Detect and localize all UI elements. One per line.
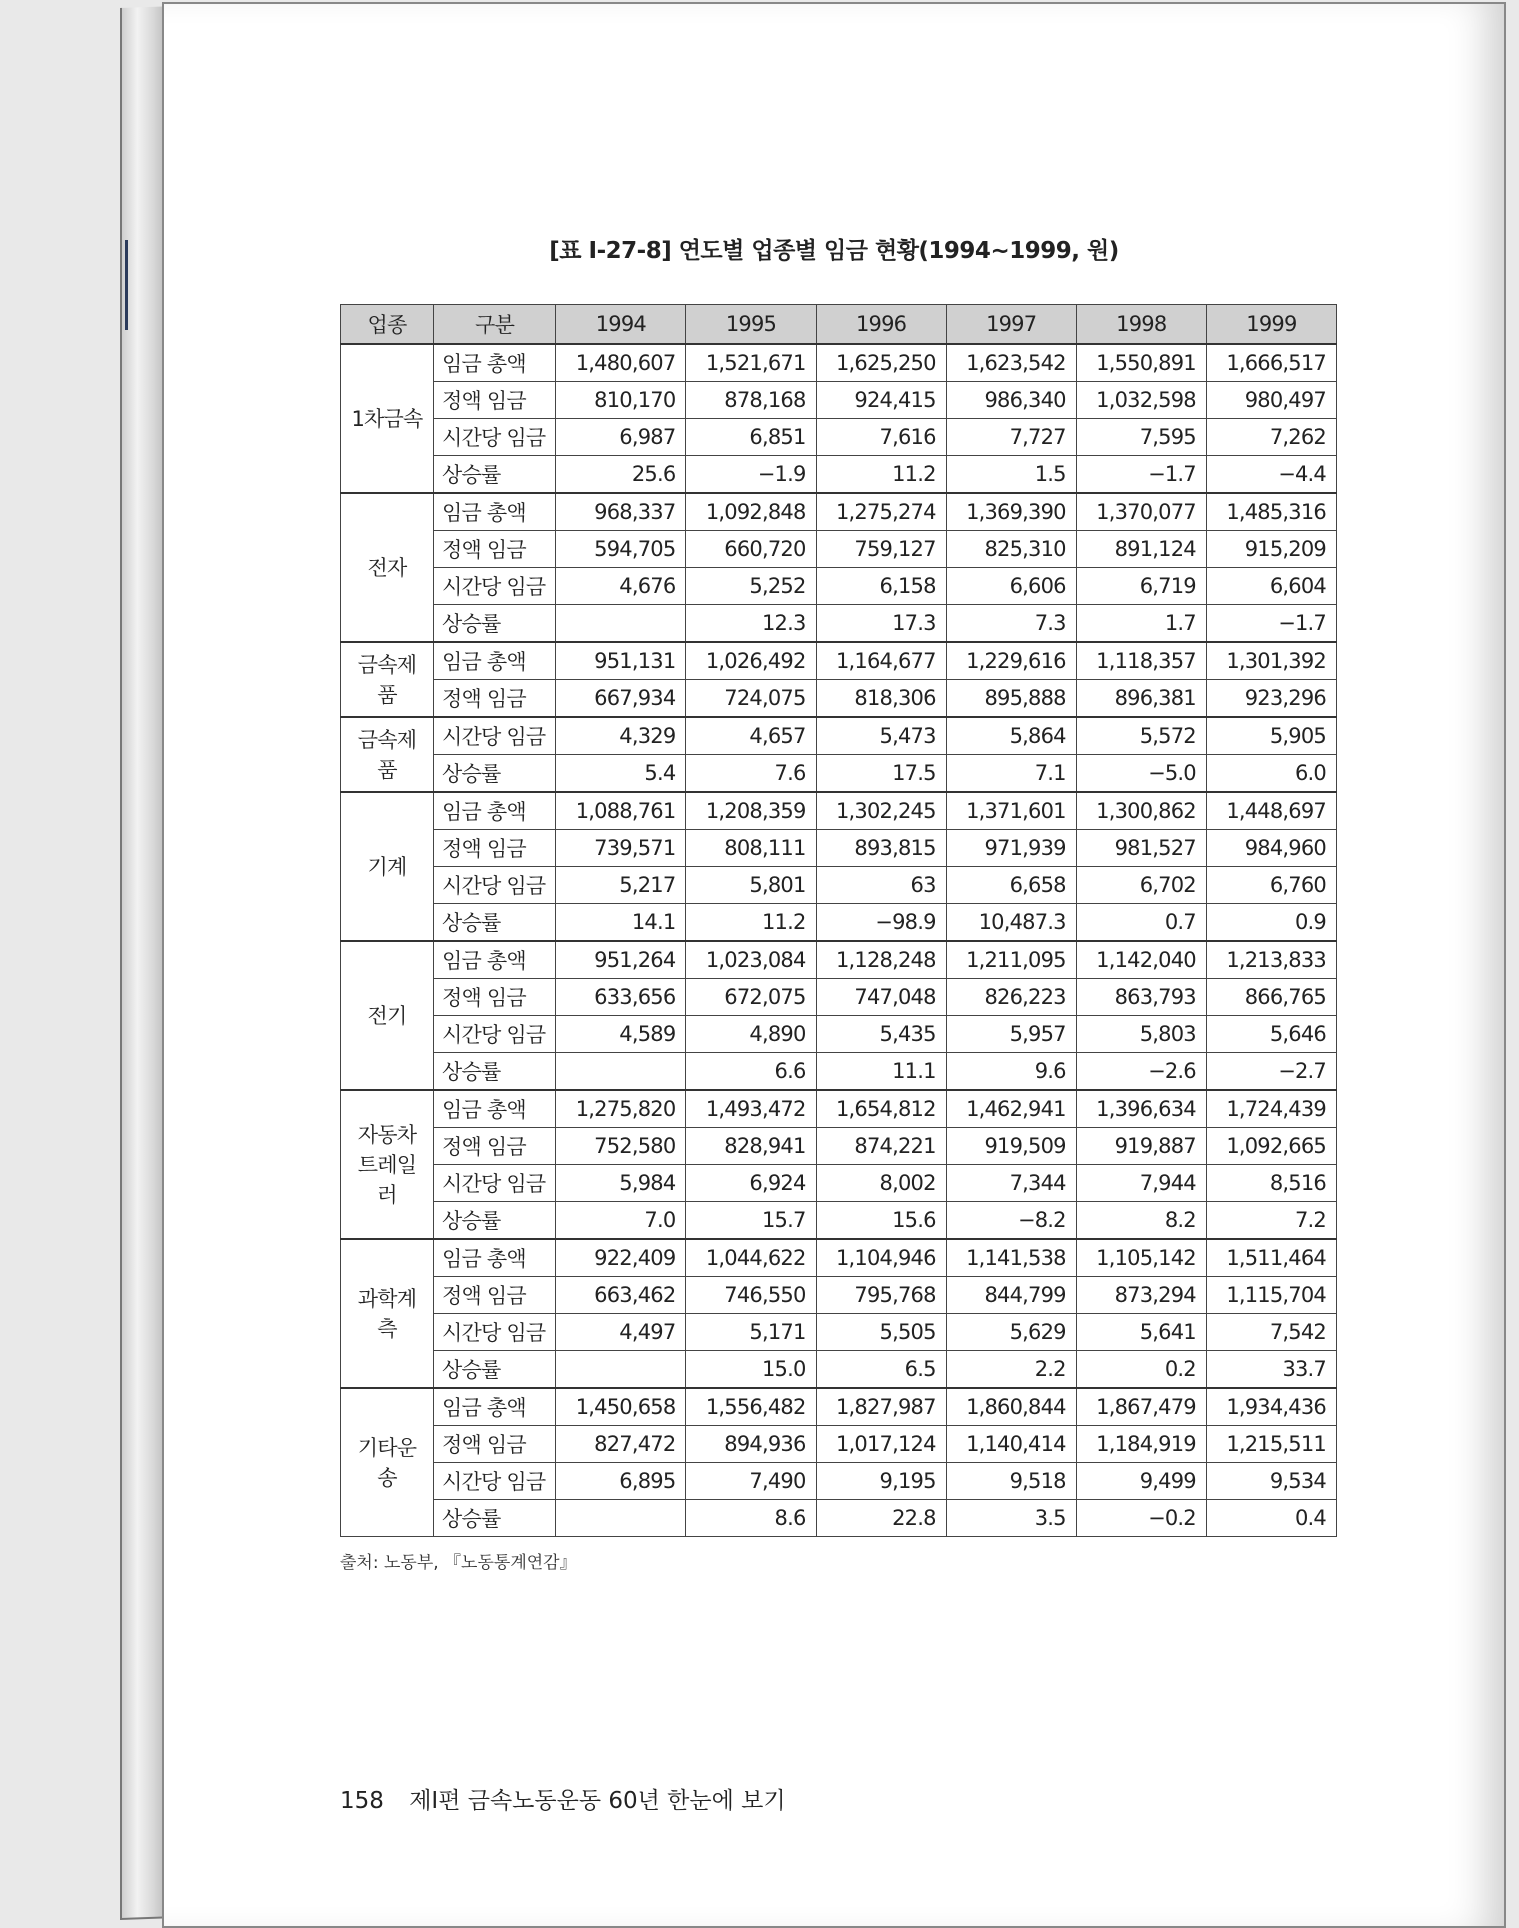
value-cell: 7,616	[816, 419, 946, 456]
category-cell: 정액 임금	[434, 680, 556, 718]
value-cell: 6,158	[816, 568, 946, 605]
value-cell: 986,340	[946, 382, 1076, 419]
category-cell: 임금 총액	[434, 1388, 556, 1426]
value-cell: 8,516	[1206, 1165, 1336, 1202]
value-cell: 866,765	[1206, 979, 1336, 1016]
value-cell: 6,658	[946, 867, 1076, 904]
table-row	[341, 792, 1337, 830]
table-row	[341, 605, 1337, 643]
value-cell: 8.6	[686, 1500, 816, 1537]
table-row	[341, 904, 1337, 942]
value-cell: 63	[816, 867, 946, 904]
value-cell: 633,656	[556, 979, 686, 1016]
value-cell: 0.9	[1206, 904, 1336, 942]
value-cell	[556, 1351, 686, 1389]
category-cell: 상승률	[434, 1351, 556, 1389]
value-cell: 17.5	[816, 755, 946, 793]
value-cell: 810,170	[556, 382, 686, 419]
table-row	[341, 1500, 1337, 1537]
value-cell: 1,371,601	[946, 792, 1076, 830]
value-cell: 1,105,142	[1076, 1239, 1206, 1277]
wage-table	[340, 304, 1337, 1537]
value-cell: 1,044,622	[686, 1239, 816, 1277]
value-cell: 11.1	[816, 1053, 946, 1091]
value-cell: 672,075	[686, 979, 816, 1016]
value-cell: 873,294	[1076, 1277, 1206, 1314]
category-cell: 정액 임금	[434, 1128, 556, 1165]
value-cell: 6,719	[1076, 568, 1206, 605]
value-cell: 5,641	[1076, 1314, 1206, 1351]
category-cell: 시간당 임금	[434, 1463, 556, 1500]
column-header: 1997	[946, 305, 1076, 345]
value-cell: 1.7	[1076, 605, 1206, 643]
value-cell: −0.2	[1076, 1500, 1206, 1537]
value-cell: 1,275,820	[556, 1090, 686, 1128]
value-cell: 4,497	[556, 1314, 686, 1351]
value-cell: 5,435	[816, 1016, 946, 1053]
value-cell: 894,936	[686, 1426, 816, 1463]
value-cell: 5,572	[1076, 717, 1206, 755]
value-cell: 1.5	[946, 456, 1076, 494]
value-cell: 14.1	[556, 904, 686, 942]
value-cell: 22.8	[816, 1500, 946, 1537]
value-cell: 9,534	[1206, 1463, 1336, 1500]
table-row	[341, 382, 1337, 419]
category-cell: 시간당 임금	[434, 1016, 556, 1053]
value-cell: 6,760	[1206, 867, 1336, 904]
value-cell: 1,184,919	[1076, 1426, 1206, 1463]
value-cell: 5,984	[556, 1165, 686, 1202]
value-cell: 746,550	[686, 1277, 816, 1314]
value-cell: 1,450,658	[556, 1388, 686, 1426]
table-row	[341, 867, 1337, 904]
category-cell: 시간당 임금	[434, 717, 556, 755]
column-header: 1996	[816, 305, 946, 345]
value-cell: 1,448,697	[1206, 792, 1336, 830]
column-header: 1998	[1076, 305, 1206, 345]
value-cell: 7.3	[946, 605, 1076, 643]
value-cell: 984,960	[1206, 830, 1336, 867]
value-cell: 1,092,848	[686, 493, 816, 531]
table-row	[341, 1128, 1337, 1165]
value-cell: 4,657	[686, 717, 816, 755]
value-cell: −1.7	[1076, 456, 1206, 494]
value-cell	[556, 605, 686, 643]
value-cell: 1,215,511	[1206, 1426, 1336, 1463]
value-cell	[556, 1500, 686, 1537]
category-cell: 시간당 임금	[434, 568, 556, 605]
value-cell: 1,300,862	[1076, 792, 1206, 830]
category-cell: 상승률	[434, 904, 556, 942]
table-header-row	[341, 305, 1337, 345]
value-cell: 1,026,492	[686, 642, 816, 680]
value-cell	[556, 1053, 686, 1091]
industry-cell: 자동차 트레일러	[341, 1090, 434, 1239]
value-cell: 922,409	[556, 1239, 686, 1277]
value-cell: 5.4	[556, 755, 686, 793]
value-cell: 5,803	[1076, 1016, 1206, 1053]
value-cell: 896,381	[1076, 680, 1206, 718]
value-cell: 11.2	[686, 904, 816, 942]
category-cell: 상승률	[434, 755, 556, 793]
category-cell: 정액 임금	[434, 1277, 556, 1314]
value-cell: 667,934	[556, 680, 686, 718]
value-cell: 7.0	[556, 1202, 686, 1240]
value-cell: 15.0	[686, 1351, 816, 1389]
table-row	[341, 1463, 1337, 1500]
value-cell: 6,702	[1076, 867, 1206, 904]
value-cell: 1,625,250	[816, 344, 946, 382]
value-cell: 7,542	[1206, 1314, 1336, 1351]
table-body	[341, 344, 1337, 1537]
category-cell: 시간당 임금	[434, 1314, 556, 1351]
value-cell: 6,895	[556, 1463, 686, 1500]
industry-cell: 1차금속	[341, 344, 434, 493]
value-cell: 5,957	[946, 1016, 1076, 1053]
value-cell: 6,604	[1206, 568, 1336, 605]
value-cell: 9.6	[946, 1053, 1076, 1091]
table-row	[341, 1239, 1337, 1277]
table-row	[341, 493, 1337, 531]
value-cell: 863,793	[1076, 979, 1206, 1016]
value-cell: 4,890	[686, 1016, 816, 1053]
industry-cell: 기타운송	[341, 1388, 434, 1537]
value-cell: 828,941	[686, 1128, 816, 1165]
value-cell: 1,115,704	[1206, 1277, 1336, 1314]
value-cell: −5.0	[1076, 755, 1206, 793]
value-cell: 1,017,124	[816, 1426, 946, 1463]
category-cell: 상승률	[434, 1202, 556, 1240]
value-cell: 818,306	[816, 680, 946, 718]
source-note: 출처: 노동부, 『노동통계연감』	[340, 1553, 577, 1573]
value-cell: 7.1	[946, 755, 1076, 793]
value-cell: 1,032,598	[1076, 382, 1206, 419]
table-row	[341, 1016, 1337, 1053]
book-page	[162, 2, 1506, 1928]
value-cell: 951,131	[556, 642, 686, 680]
value-cell: 7,344	[946, 1165, 1076, 1202]
value-cell: 6.0	[1206, 755, 1336, 793]
value-cell: 660,720	[686, 531, 816, 568]
value-cell: 1,867,479	[1076, 1388, 1206, 1426]
value-cell: 980,497	[1206, 382, 1336, 419]
value-cell: 752,580	[556, 1128, 686, 1165]
value-cell: 5,217	[556, 867, 686, 904]
value-cell: 1,480,607	[556, 344, 686, 382]
value-cell: 5,252	[686, 568, 816, 605]
value-cell: 4,676	[556, 568, 686, 605]
table-row	[341, 344, 1337, 382]
value-cell: −8.2	[946, 1202, 1076, 1240]
value-cell: 33.7	[1206, 1351, 1336, 1389]
value-cell: −1.9	[686, 456, 816, 494]
table-row	[341, 680, 1337, 718]
value-cell: 6.5	[816, 1351, 946, 1389]
table-row	[341, 419, 1337, 456]
value-cell: 1,142,040	[1076, 941, 1206, 979]
category-cell: 상승률	[434, 1500, 556, 1537]
value-cell: 12.3	[686, 605, 816, 643]
value-cell: 951,264	[556, 941, 686, 979]
value-cell: 6,606	[946, 568, 1076, 605]
table-row	[341, 456, 1337, 494]
value-cell: 594,705	[556, 531, 686, 568]
column-header: 구분	[434, 305, 556, 345]
category-cell: 임금 총액	[434, 941, 556, 979]
industry-cell: 금속제품	[341, 717, 434, 792]
value-cell: 1,229,616	[946, 642, 1076, 680]
category-cell: 정액 임금	[434, 1426, 556, 1463]
value-cell: 891,124	[1076, 531, 1206, 568]
value-cell: 5,905	[1206, 717, 1336, 755]
category-cell: 임금 총액	[434, 642, 556, 680]
page-footer	[340, 1782, 786, 1815]
value-cell: 1,164,677	[816, 642, 946, 680]
value-cell: −98.9	[816, 904, 946, 942]
value-cell: 981,527	[1076, 830, 1206, 867]
table-row	[341, 1053, 1337, 1091]
value-cell: 7,944	[1076, 1165, 1206, 1202]
value-cell: −4.4	[1206, 456, 1336, 494]
value-cell: 7.6	[686, 755, 816, 793]
value-cell: 759,127	[816, 531, 946, 568]
value-cell: 1,140,414	[946, 1426, 1076, 1463]
value-cell: 893,815	[816, 830, 946, 867]
category-cell: 임금 총액	[434, 1090, 556, 1128]
value-cell: 7,262	[1206, 419, 1336, 456]
value-cell: −1.7	[1206, 605, 1336, 643]
value-cell: 1,141,538	[946, 1239, 1076, 1277]
value-cell: 1,213,833	[1206, 941, 1336, 979]
value-cell: 5,629	[946, 1314, 1076, 1351]
value-cell: 1,724,439	[1206, 1090, 1336, 1128]
table-row	[341, 1277, 1337, 1314]
value-cell: 4,589	[556, 1016, 686, 1053]
category-cell: 시간당 임금	[434, 1165, 556, 1202]
category-cell: 상승률	[434, 1053, 556, 1091]
value-cell: 724,075	[686, 680, 816, 718]
spine-bookmark	[125, 240, 128, 330]
value-cell: 1,462,941	[946, 1090, 1076, 1128]
table-row	[341, 1165, 1337, 1202]
value-cell: 7.2	[1206, 1202, 1336, 1240]
value-cell: 9,518	[946, 1463, 1076, 1500]
table-row	[341, 1426, 1337, 1463]
value-cell: 1,104,946	[816, 1239, 946, 1277]
value-cell: 5,801	[686, 867, 816, 904]
table-row	[341, 568, 1337, 605]
column-header: 1995	[686, 305, 816, 345]
value-cell: 1,521,671	[686, 344, 816, 382]
value-cell: 25.6	[556, 456, 686, 494]
value-cell: 895,888	[946, 680, 1076, 718]
value-cell: 1,556,482	[686, 1388, 816, 1426]
value-cell: 7,727	[946, 419, 1076, 456]
category-cell: 정액 임금	[434, 531, 556, 568]
industry-cell: 금속제품	[341, 642, 434, 717]
value-cell: 1,550,891	[1076, 344, 1206, 382]
value-cell: 874,221	[816, 1128, 946, 1165]
value-cell: 795,768	[816, 1277, 946, 1314]
value-cell: 1,827,987	[816, 1388, 946, 1426]
value-cell: −2.7	[1206, 1053, 1336, 1091]
value-cell: 826,223	[946, 979, 1076, 1016]
value-cell: 1,396,634	[1076, 1090, 1206, 1128]
value-cell: 17.3	[816, 605, 946, 643]
value-cell: 1,023,084	[686, 941, 816, 979]
category-cell: 정액 임금	[434, 979, 556, 1016]
value-cell: 1,511,464	[1206, 1239, 1336, 1277]
industry-cell: 기계	[341, 792, 434, 941]
value-cell: 0.2	[1076, 1351, 1206, 1389]
value-cell: 1,211,095	[946, 941, 1076, 979]
value-cell: 11.2	[816, 456, 946, 494]
table-row	[341, 941, 1337, 979]
value-cell: 923,296	[1206, 680, 1336, 718]
table-row	[341, 830, 1337, 867]
value-cell: 844,799	[946, 1277, 1076, 1314]
value-cell: 663,462	[556, 1277, 686, 1314]
page-number: 158	[340, 1788, 384, 1814]
category-cell: 시간당 임금	[434, 867, 556, 904]
value-cell: 7,595	[1076, 419, 1206, 456]
category-cell: 임금 총액	[434, 344, 556, 382]
value-cell: 4,329	[556, 717, 686, 755]
value-cell: 10,487.3	[946, 904, 1076, 942]
category-cell: 임금 총액	[434, 1239, 556, 1277]
value-cell: 15.6	[816, 1202, 946, 1240]
value-cell: 1,088,761	[556, 792, 686, 830]
category-cell: 임금 총액	[434, 792, 556, 830]
value-cell: 1,860,844	[946, 1388, 1076, 1426]
value-cell: 1,370,077	[1076, 493, 1206, 531]
column-header: 1994	[556, 305, 686, 345]
category-cell: 시간당 임금	[434, 419, 556, 456]
value-cell: 6,987	[556, 419, 686, 456]
table-row	[341, 1351, 1337, 1389]
value-cell: 6,924	[686, 1165, 816, 1202]
value-cell: 9,499	[1076, 1463, 1206, 1500]
value-cell: 5,505	[816, 1314, 946, 1351]
value-cell: 1,623,542	[946, 344, 1076, 382]
value-cell: 1,208,359	[686, 792, 816, 830]
value-cell: −2.6	[1076, 1053, 1206, 1091]
table-row	[341, 979, 1337, 1016]
value-cell: 7,490	[686, 1463, 816, 1500]
industry-cell: 과학계측	[341, 1239, 434, 1388]
value-cell: 827,472	[556, 1426, 686, 1463]
table-row	[341, 1090, 1337, 1128]
footer-section-title: 제Ⅰ편 금속노동운동 60년 한눈에 보기	[409, 1788, 786, 1814]
value-cell: 808,111	[686, 830, 816, 867]
value-cell: 1,128,248	[816, 941, 946, 979]
table-row	[341, 755, 1337, 793]
table-row	[341, 1388, 1337, 1426]
value-cell: 924,415	[816, 382, 946, 419]
value-cell: 915,209	[1206, 531, 1336, 568]
value-cell: 0.4	[1206, 1500, 1336, 1537]
table-row	[341, 717, 1337, 755]
value-cell: 0.7	[1076, 904, 1206, 942]
value-cell: 825,310	[946, 531, 1076, 568]
value-cell: 5,864	[946, 717, 1076, 755]
value-cell: 1,654,812	[816, 1090, 946, 1128]
category-cell: 상승률	[434, 456, 556, 494]
column-header: 1999	[1206, 305, 1336, 345]
value-cell: 1,275,274	[816, 493, 946, 531]
industry-cell: 전자	[341, 493, 434, 642]
table-row	[341, 1314, 1337, 1351]
value-cell: 1,666,517	[1206, 344, 1336, 382]
value-cell: 2.2	[946, 1351, 1076, 1389]
value-cell: 1,369,390	[946, 493, 1076, 531]
value-cell: 3.5	[946, 1500, 1076, 1537]
category-cell: 임금 총액	[434, 493, 556, 531]
value-cell: 878,168	[686, 382, 816, 419]
value-cell: 968,337	[556, 493, 686, 531]
value-cell: 8.2	[1076, 1202, 1206, 1240]
value-cell: 1,485,316	[1206, 493, 1336, 531]
table-row	[341, 531, 1337, 568]
category-cell: 상승률	[434, 605, 556, 643]
value-cell: 5,646	[1206, 1016, 1336, 1053]
value-cell: 1,934,436	[1206, 1388, 1336, 1426]
table-title: [표 Ⅰ-27-8] 연도별 업종별 임금 현황(1994~1999, 원)	[549, 238, 1119, 264]
value-cell: 5,171	[686, 1314, 816, 1351]
value-cell: 1,493,472	[686, 1090, 816, 1128]
value-cell: 1,302,245	[816, 792, 946, 830]
table-row	[341, 1202, 1337, 1240]
value-cell: 971,939	[946, 830, 1076, 867]
value-cell: 6.6	[686, 1053, 816, 1091]
value-cell: 1,092,665	[1206, 1128, 1336, 1165]
value-cell: 747,048	[816, 979, 946, 1016]
category-cell: 정액 임금	[434, 830, 556, 867]
value-cell: 8,002	[816, 1165, 946, 1202]
value-cell: 5,473	[816, 717, 946, 755]
industry-cell: 전기	[341, 941, 434, 1090]
value-cell: 6,851	[686, 419, 816, 456]
value-cell: 739,571	[556, 830, 686, 867]
table-row	[341, 642, 1337, 680]
value-cell: 9,195	[816, 1463, 946, 1500]
value-cell: 1,301,392	[1206, 642, 1336, 680]
category-cell: 정액 임금	[434, 382, 556, 419]
column-header: 업종	[341, 305, 434, 345]
value-cell: 1,118,357	[1076, 642, 1206, 680]
value-cell: 919,887	[1076, 1128, 1206, 1165]
value-cell: 15.7	[686, 1202, 816, 1240]
value-cell: 919,509	[946, 1128, 1076, 1165]
